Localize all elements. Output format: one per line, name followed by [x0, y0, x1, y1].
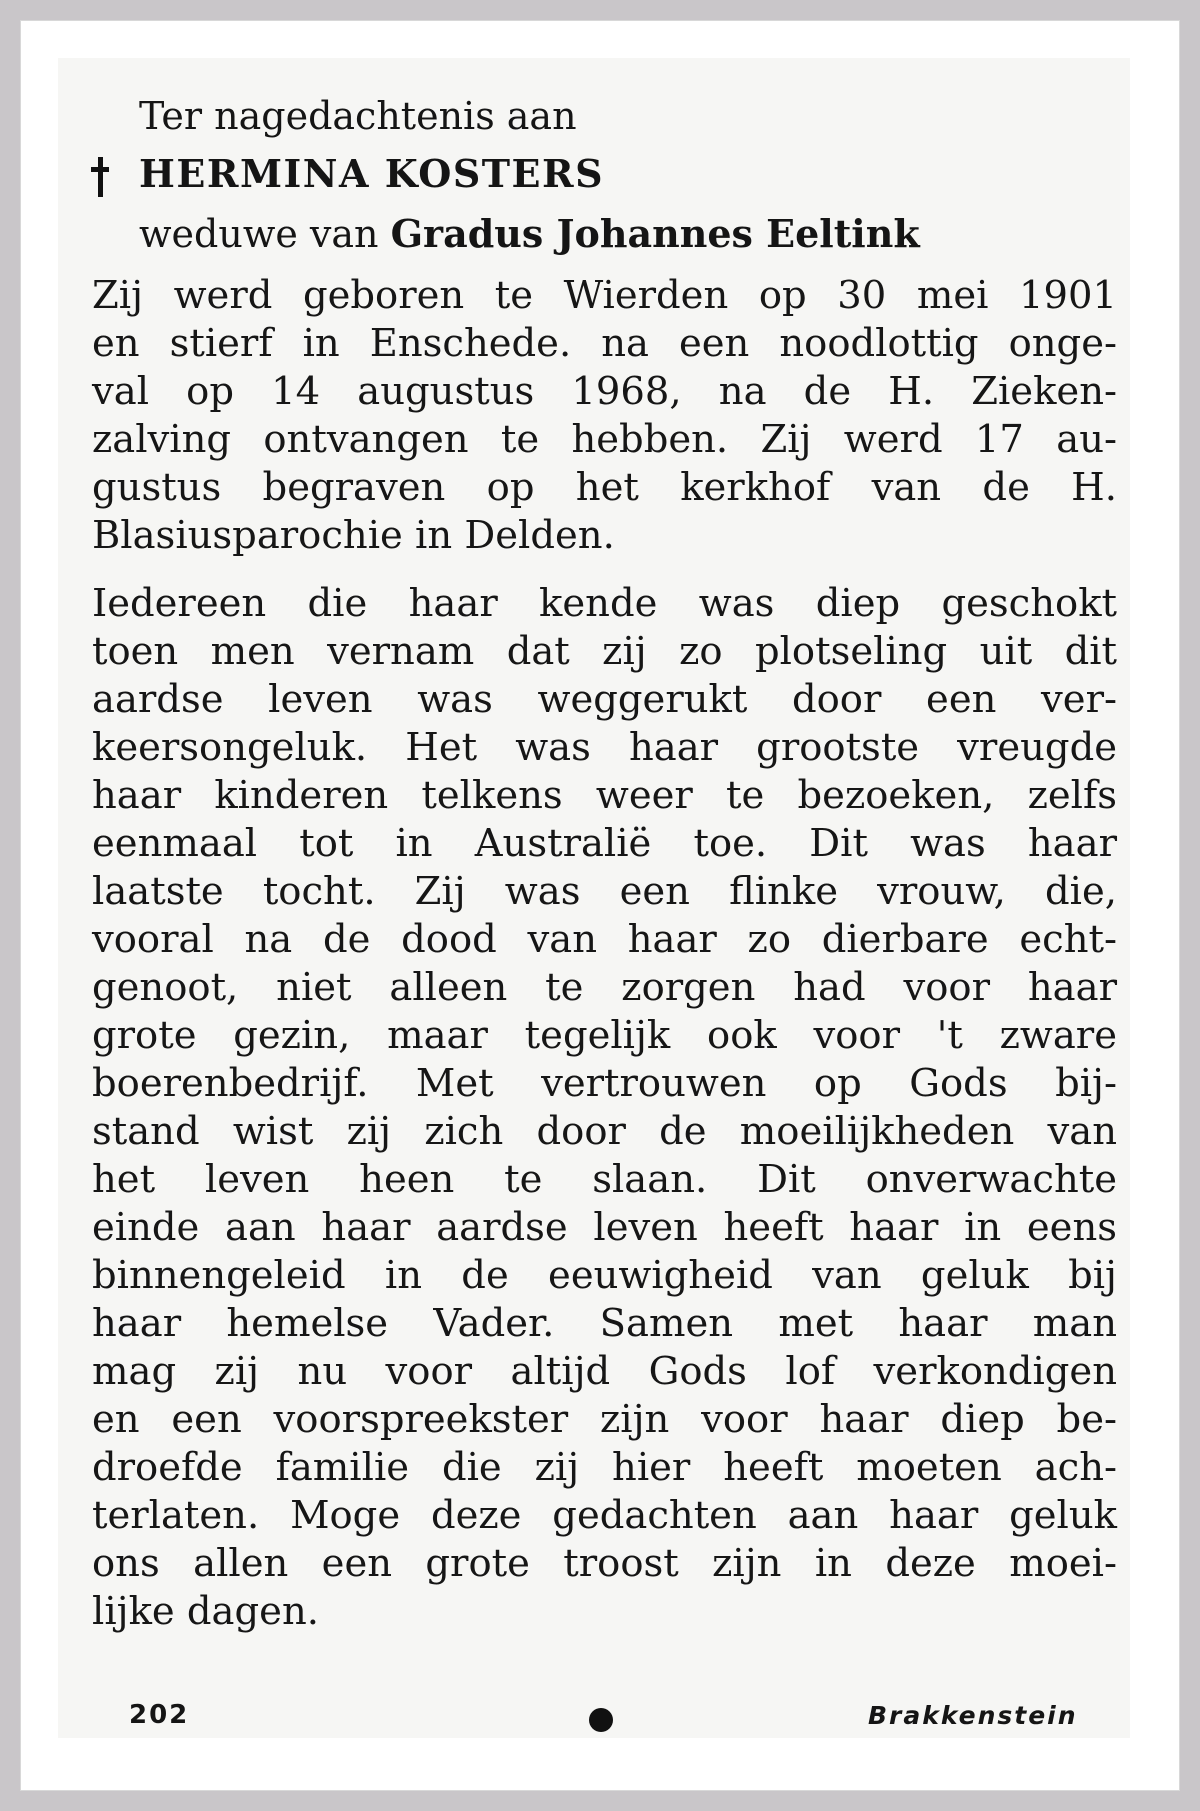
text-line: grote gezin, maar tegelijk ook voor 't zware: [92, 1013, 1117, 1058]
cross-icon: [91, 153, 109, 197]
text-line: en een voorspreekster zijn voor haar diep be-: [92, 1397, 1117, 1442]
text-line: gustus begraven op het kerkhof van de H.: [92, 465, 1117, 510]
publisher-name: Brakkenstein: [868, 1701, 1078, 1730]
text-line: einde aan haar aardse leven heeft haar in eens: [92, 1205, 1117, 1250]
text-line: en stierf in Enschede. na een noodlottig onge-: [92, 321, 1117, 366]
biography-paragraph: [92, 272, 1117, 560]
text-line: terlaten. Moge deze gedachten aan haar geluk: [92, 1493, 1117, 1538]
spouse-name: Gradus Johannes Eeltink: [390, 211, 920, 256]
text-line: binnengeleid in de eeuwigheid van geluk bij: [92, 1253, 1117, 1298]
text-line: aardse leven was weggerukt door een ver-: [92, 677, 1117, 722]
card-number: 202: [129, 1700, 190, 1730]
text-line: lijke dagen.: [92, 1589, 319, 1634]
text-line: toen men vernam dat zij zo plotseling uit dit: [92, 629, 1117, 674]
text-line: haar kinderen telkens weer te bezoeken, zelfs: [92, 773, 1117, 818]
text-line: Iedereen die haar kende was diep geschokt: [92, 581, 1117, 626]
text-line: val op 14 augustus 1968, na de H. Zieken-: [92, 369, 1117, 414]
text-line: mag zij nu voor altijd Gods lof verkondigen: [92, 1349, 1117, 1394]
deceased-name: HERMINA KOSTERS: [139, 151, 605, 196]
text-line: zalving ontvangen te hebben. Zij werd 17 au-: [92, 417, 1117, 462]
spouse-line: [139, 210, 920, 258]
spouse-prefix: weduwe van: [139, 212, 379, 256]
text-line: haar hemelse Vader. Samen met haar man: [92, 1301, 1117, 1346]
text-line: eenmaal tot in Australië toe. Dit was haar: [92, 821, 1117, 866]
text-line: boerenbedrijf. Met vertrouwen op Gods bij-: [92, 1061, 1117, 1106]
text-line: droefde familie die zij hier heeft moeten ach-: [92, 1445, 1117, 1490]
text-line: Blasiusparochie in Delden.: [92, 513, 615, 558]
intro-text: Ter nagedachtenis aan: [139, 94, 577, 138]
tribute-paragraph: [92, 580, 1117, 1636]
text-line: laatste tocht. Zij was een flinke vrouw, die,: [92, 869, 1117, 914]
text-line: vooral na de dood van haar zo dierbare echt-: [92, 917, 1117, 962]
text-line: Zij werd geboren te Wierden op 30 mei 1901: [92, 273, 1117, 318]
text-line: het leven heen te slaan. Dit onverwachte: [92, 1157, 1117, 1202]
text-line: keersongeluk. Het was haar grootste vreugde: [92, 725, 1117, 770]
bullet-dot-icon: [589, 1708, 613, 1732]
text-line: genoot, niet alleen te zorgen had voor haar: [92, 965, 1117, 1010]
text-line: ons allen een grote troost zijn in deze moei-: [92, 1541, 1117, 1586]
text-line: stand wist zij zich door de moeilijkheden van: [92, 1109, 1117, 1154]
